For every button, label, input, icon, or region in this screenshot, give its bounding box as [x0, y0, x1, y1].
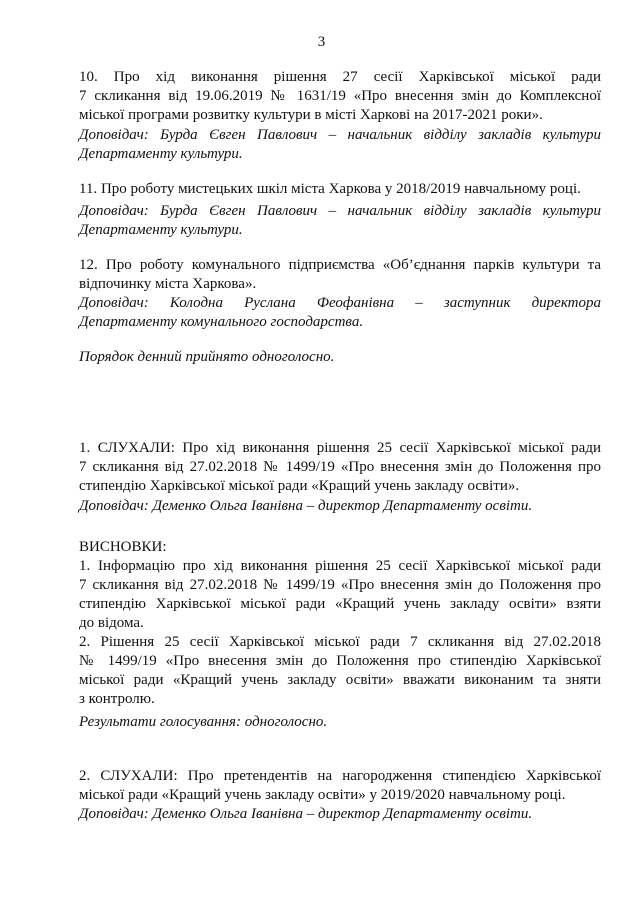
item-2-reporter	[79, 805, 601, 824]
agenda-item-10-reporter	[79, 126, 601, 164]
agenda-item-11-reporter-line-1: Доповідач: Бурда Євген Павлович – начальник відділу закладів культури	[79, 203, 601, 219]
agenda-item-11-line-1: 11. Про роботу мистецьких шкіл міста Харкова у 2018/2019 навчальному році.	[79, 181, 581, 197]
agenda-item-10-line-1: 10. Про хід виконання рішення 27 сесії Харківської міської ради	[79, 69, 601, 85]
item-2-heard-line-2: міської ради «Кращий учень закладу освіти» у 2019/2020 навчальному році.	[79, 787, 566, 803]
vote-result-text: Результати голосування: одноголосно.	[79, 714, 328, 730]
item-1-conclusions	[79, 538, 601, 709]
item-1-vote	[79, 713, 601, 732]
conclusion-line-3: стипендію Харківської міської ради «Кращий учень закладу освіти» взяти	[79, 596, 601, 612]
agenda-item-12-reporter-line-1: Доповідач: Колодна Руслана Феофанівна – заступник директора	[79, 295, 601, 311]
conclusions-heading: ВИСНОВКИ:	[79, 539, 167, 555]
agenda-item-10-reporter-line-2: Департаменту культури.	[79, 146, 243, 162]
agenda-adopted-note	[79, 348, 601, 367]
agenda-item-12	[79, 256, 601, 294]
conclusion-line-7: міської ради «Кращий учень закладу освіти» вважати виконаним та зняти	[79, 672, 601, 688]
agenda-item-12-line-1: 12. Про роботу комунального підприємства «Об’єднання парків культури та	[79, 257, 601, 273]
item-1-reporter	[79, 497, 601, 516]
conclusion-line-8: з контролю.	[79, 691, 155, 707]
agenda-item-10	[79, 68, 601, 125]
item-1-heard-line-3: стипендію Харківської міської ради «Кращий учень закладу освіти».	[79, 478, 520, 494]
agenda-item-11-reporter-line-2: Департаменту культури.	[79, 222, 243, 238]
conclusion-line-4: до відома.	[79, 615, 144, 631]
agenda-item-12-reporter	[79, 294, 601, 332]
agenda-item-12-reporter-line-2: Департаменту комунального господарства.	[79, 314, 364, 330]
page-number: 3	[317, 34, 326, 50]
agenda-item-10-reporter-line-1: Доповідач: Бурда Євген Павлович – начальник відділу закладів культури	[79, 127, 601, 143]
conclusion-line-5: 2. Рішення 25 сесії Харківської міської ради 7 скликання від 27.02.2018	[79, 634, 601, 650]
item-1-heard	[79, 439, 601, 496]
agenda-item-10-line-2: 7 скликання від 19.06.2019 № 1631/19 «Про внесення змін до Комплексної	[79, 88, 601, 104]
item-1-reporter-line: Доповідач: Деменко Ольга Іванівна – директор Департаменту освіти.	[79, 498, 533, 514]
agenda-adopted-text: Порядок денний прийнято одноголосно.	[79, 349, 335, 365]
agenda-item-10-line-3: міської програми розвитку культури в місті Харкові на 2017-2021 роки».	[79, 107, 543, 123]
conclusion-line-6: № 1499/19 «Про внесення змін до Положення про стипендію Харківської	[79, 653, 601, 669]
conclusion-line-2: 7 скликання від 27.02.2018 № 1499/19 «Про внесення змін до Положення про	[79, 577, 601, 593]
agenda-item-11-reporter	[79, 202, 601, 240]
item-1-heard-line-2: 7 скликання від 27.02.2018 № 1499/19 «Про внесення змін до Положення про	[79, 459, 601, 475]
item-2-heard-line-1: 2. СЛУХАЛИ: Про претендентів на нагородження стипендією Харківської	[79, 768, 601, 784]
conclusion-line-1: 1. Інформацію про хід виконання рішення 25 сесії Харківської міської ради	[79, 558, 601, 574]
item-2-heard	[79, 767, 601, 805]
agenda-item-12-line-2: відпочинку міста Харкова».	[79, 276, 257, 292]
item-2-reporter-line: Доповідач: Деменко Ольга Іванівна – директор Департаменту освіти.	[79, 806, 533, 822]
agenda-item-11	[79, 180, 601, 199]
item-1-heard-line-1: 1. СЛУХАЛИ: Про хід виконання рішення 25 сесії Харківської міської ради	[79, 440, 601, 456]
